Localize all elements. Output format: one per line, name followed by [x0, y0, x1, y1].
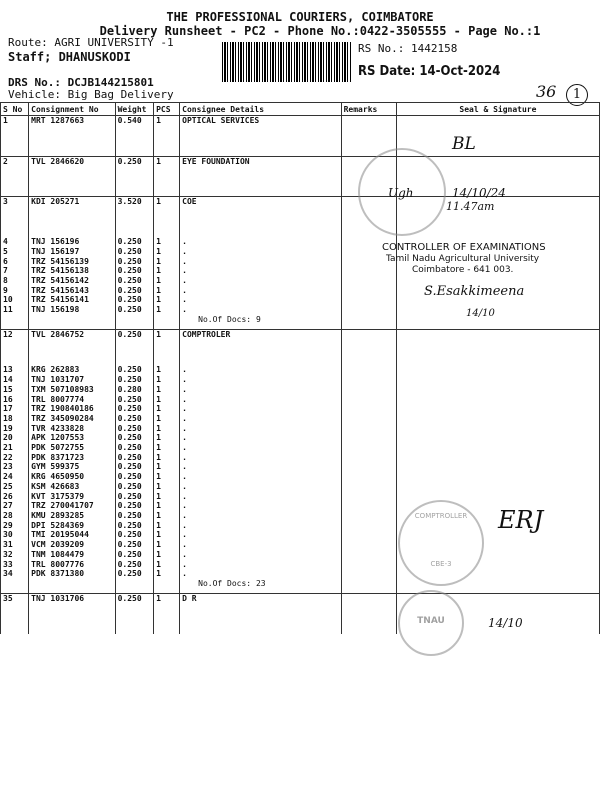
cell-seal — [396, 462, 599, 472]
cell-consignment: KDI 205271 — [29, 197, 115, 207]
table-row — [1, 404, 600, 414]
cell-consignment: VCM 2039209 — [29, 540, 115, 550]
rs-number: RS No.: 1442158 — [358, 42, 458, 55]
cell-consignee: . — [180, 540, 341, 550]
cell-remarks — [341, 365, 396, 375]
cell-sno: 7 — [1, 266, 29, 276]
table-row — [1, 305, 600, 315]
cell-consignee: . — [180, 569, 341, 579]
table-row — [1, 560, 600, 570]
signature-2-time: 11.47am — [446, 200, 495, 213]
cell-consignee: . — [180, 286, 341, 296]
cell-remarks — [341, 593, 396, 603]
cell-pcs: 1 — [154, 462, 180, 472]
cell-remarks — [341, 492, 396, 502]
signature-5-date: 14/10 — [488, 616, 523, 630]
cell-sno: 19 — [1, 424, 29, 434]
cell-seal — [396, 433, 599, 443]
col-pcs: PCS — [154, 103, 180, 116]
table-row — [1, 482, 600, 492]
cell-weight: 0.250 — [115, 560, 154, 570]
cell-pcs: 1 — [154, 276, 180, 286]
cell-pcs: 1 — [154, 305, 180, 315]
cell-consignee: EYE FOUNDATION — [180, 156, 341, 166]
comptroller-stamp-text: COMPTROLLER — [414, 512, 468, 520]
cell-consignment: PDK 5072755 — [29, 443, 115, 453]
table-row — [1, 156, 600, 166]
cell-pcs: 1 — [154, 414, 180, 424]
cell-weight: 0.250 — [115, 443, 154, 453]
cell-pcs: 1 — [154, 116, 180, 126]
coe-stamp-line2: Tamil Nadu Agricultural University — [386, 254, 540, 264]
cell-consignee: . — [180, 424, 341, 434]
signature-2-date: 14/10/24 — [452, 186, 506, 200]
cell-weight: 3.520 — [115, 197, 154, 207]
table-header-row — [1, 103, 600, 116]
cell-sno: 27 — [1, 501, 29, 511]
table-row — [1, 433, 600, 443]
cell-consignee: . — [180, 247, 341, 257]
cell-consignment: TNM 1084479 — [29, 550, 115, 560]
cell-consignment: DPI 5284369 — [29, 521, 115, 531]
table-row — [1, 550, 600, 560]
row-spacer — [1, 166, 600, 197]
cell-sno: 25 — [1, 482, 29, 492]
col-consignee: Consignee Details — [180, 103, 341, 116]
cell-sno: 5 — [1, 247, 29, 257]
cell-weight: 0.250 — [115, 404, 154, 414]
cell-consignee: OPTICAL SERVICES — [180, 116, 341, 126]
cell-consignment: TVR 4233828 — [29, 424, 115, 434]
cell-consignment: TRZ 54156142 — [29, 276, 115, 286]
cell-consignee: . — [180, 443, 341, 453]
cell-weight: 0.250 — [115, 550, 154, 560]
signature-1: BL — [452, 134, 476, 154]
cell-sno: 21 — [1, 443, 29, 453]
cell-weight: 0.250 — [115, 511, 154, 521]
signature-3-name: S.Esakkimeena — [424, 284, 525, 299]
cell-consignment: KMU 2893285 — [29, 511, 115, 521]
table-row — [1, 492, 600, 502]
cell-sno: 3 — [1, 197, 29, 207]
cell-sno: 8 — [1, 276, 29, 286]
table-row — [1, 593, 600, 603]
cell-consignee: . — [180, 492, 341, 502]
table-row — [1, 424, 600, 434]
cell-remarks — [341, 414, 396, 424]
cell-remarks — [341, 424, 396, 434]
cell-weight: 0.250 — [115, 569, 154, 579]
handwritten-count: 36 — [536, 82, 557, 101]
cell-consignee: . — [180, 511, 341, 521]
cell-consignee: . — [180, 521, 341, 531]
cell-pcs: 1 — [154, 257, 180, 267]
cell-consignment: TRZ 54156138 — [29, 266, 115, 276]
cell-seal — [396, 482, 599, 492]
cell-weight: 0.250 — [115, 276, 154, 286]
cell-remarks — [341, 453, 396, 463]
cell-pcs: 1 — [154, 433, 180, 443]
drs-number: DRS No.: DCJB144215801 — [8, 76, 154, 89]
cell-remarks — [341, 276, 396, 286]
col-weight: Weight — [115, 103, 154, 116]
cell-remarks — [341, 462, 396, 472]
cell-consignee: . — [180, 395, 341, 405]
cell-consignment: TVL 2846620 — [29, 156, 115, 166]
cell-weight: 0.250 — [115, 266, 154, 276]
cell-consignee: D R — [180, 593, 341, 603]
col-seal: Seal & Signature — [396, 103, 599, 116]
cell-consignment: TRL 8007774 — [29, 395, 115, 405]
signature-3-date: 14/10 — [466, 308, 495, 319]
cell-pcs: 1 — [154, 453, 180, 463]
cell-pcs: 1 — [154, 295, 180, 305]
cell-seal — [396, 395, 599, 405]
table-row — [1, 540, 600, 550]
table-body — [1, 116, 600, 634]
cell-consignment: TRL 8007776 — [29, 560, 115, 570]
cell-pcs: 1 — [154, 395, 180, 405]
cell-sno: 1 — [1, 116, 29, 126]
vehicle-label: Vehicle: Big Bag Delivery — [8, 88, 174, 101]
company-title: THE PROFESSIONAL COURIERS, COIMBATORE — [166, 10, 434, 24]
route-label: Route: AGRI UNIVERSITY -1 — [8, 36, 174, 49]
cell-consignee: . — [180, 462, 341, 472]
cell-sno: 24 — [1, 472, 29, 482]
cell-pcs: 1 — [154, 521, 180, 531]
cell-weight: 0.250 — [115, 530, 154, 540]
table-row — [1, 395, 600, 405]
cell-weight: 0.250 — [115, 414, 154, 424]
cell-weight: 0.250 — [115, 433, 154, 443]
cell-weight: 0.250 — [115, 521, 154, 531]
cell-seal — [396, 424, 599, 434]
cell-consignee: . — [180, 375, 341, 385]
cell-sno: 35 — [1, 593, 29, 603]
cell-consignee: . — [180, 414, 341, 424]
coe-stamp-line1: CONTROLLER OF EXAMINATIONS — [382, 242, 546, 253]
cell-consignee: . — [180, 482, 341, 492]
cell-consignee: COMPTROLER — [180, 329, 341, 339]
cell-pcs: 1 — [154, 404, 180, 414]
cell-pcs: 1 — [154, 560, 180, 570]
cell-weight: 0.540 — [115, 116, 154, 126]
cell-consignee: . — [180, 501, 341, 511]
cell-weight: 0.250 — [115, 237, 154, 247]
cell-consignment: TNJ 156197 — [29, 247, 115, 257]
cell-sno: 29 — [1, 521, 29, 531]
initials-mark: Ugh — [388, 186, 414, 200]
cell-sno: 16 — [1, 395, 29, 405]
cell-pcs: 1 — [154, 472, 180, 482]
cell-consignment: APK 1207553 — [29, 433, 115, 443]
cell-consignee: . — [180, 404, 341, 414]
table-row — [1, 365, 600, 375]
barcode — [222, 42, 352, 82]
cell-consignee: . — [180, 453, 341, 463]
cell-consignment: TNJ 1031707 — [29, 375, 115, 385]
cell-sno: 33 — [1, 560, 29, 570]
cell-remarks — [341, 521, 396, 531]
table-row — [1, 385, 600, 395]
cell-seal — [396, 443, 599, 453]
cell-weight: 0.250 — [115, 501, 154, 511]
cell-weight: 0.250 — [115, 257, 154, 267]
table-row — [1, 453, 600, 463]
cell-consignment: TVL 2846752 — [29, 329, 115, 339]
comptroller-stamp-cbe: CBE-3 — [430, 560, 452, 568]
cell-weight: 0.250 — [115, 329, 154, 339]
cell-sno: 18 — [1, 414, 29, 424]
table-row — [1, 116, 600, 126]
cell-remarks — [341, 482, 396, 492]
cell-consignee: . — [180, 530, 341, 540]
cell-pcs: 1 — [154, 492, 180, 502]
cell-seal — [396, 453, 599, 463]
cell-consignee: . — [180, 385, 341, 395]
cell-consignee: . — [180, 472, 341, 482]
cell-sno: 32 — [1, 550, 29, 560]
col-remarks: Remarks — [341, 103, 396, 116]
cell-consignment: KRG 262883 — [29, 365, 115, 375]
cell-weight: 0.250 — [115, 156, 154, 166]
cell-pcs: 1 — [154, 286, 180, 296]
cell-weight: 0.250 — [115, 593, 154, 603]
cell-pcs: 1 — [154, 501, 180, 511]
cell-seal — [396, 472, 599, 482]
comptroller-stamp — [398, 500, 484, 586]
cell-pcs: 1 — [154, 593, 180, 603]
tnau-stamp — [398, 590, 464, 656]
row-spacer — [1, 126, 600, 157]
table-row — [1, 329, 600, 339]
cell-weight: 0.280 — [115, 385, 154, 395]
coe-stamp-line3: Coimbatore - 641 003. — [412, 265, 514, 275]
cell-pcs: 1 — [154, 156, 180, 166]
cell-remarks — [341, 569, 396, 579]
cell-pcs: 1 — [154, 540, 180, 550]
cell-consignee: . — [180, 305, 341, 315]
cell-sno: 34 — [1, 569, 29, 579]
cell-pcs: 1 — [154, 511, 180, 521]
cell-weight: 0.250 — [115, 247, 154, 257]
cell-consignment: TRZ 190840186 — [29, 404, 115, 414]
rs-date: RS Date: 14-Oct-2024 — [358, 64, 501, 79]
table-row — [1, 197, 600, 207]
cell-pcs: 1 — [154, 329, 180, 339]
cell-pcs: 1 — [154, 365, 180, 375]
cell-seal — [396, 365, 599, 375]
cell-seal — [396, 305, 599, 315]
cell-consignment: KVT 3175379 — [29, 492, 115, 502]
cell-seal — [396, 375, 599, 385]
cell-consignee: . — [180, 550, 341, 560]
cell-remarks — [341, 395, 396, 405]
cell-sno: 28 — [1, 511, 29, 521]
cell-seal — [396, 414, 599, 424]
cell-seal — [396, 116, 599, 126]
cell-sno: 4 — [1, 237, 29, 247]
cell-sno: 31 — [1, 540, 29, 550]
table-row — [1, 462, 600, 472]
cell-consignment: TNJ 156196 — [29, 237, 115, 247]
cell-seal — [396, 329, 599, 339]
cell-weight: 0.250 — [115, 305, 154, 315]
cell-remarks — [341, 443, 396, 453]
cell-weight: 0.250 — [115, 295, 154, 305]
cell-consignment: MRT 1287663 — [29, 116, 115, 126]
runsheet-title: Delivery Runsheet - PC2 - Phone No.:0422-3505555 - Page No.:1 — [99, 24, 541, 38]
cell-weight: 0.250 — [115, 492, 154, 502]
cell-consignment: TRZ 54156141 — [29, 295, 115, 305]
cell-consignment: KSM 426683 — [29, 482, 115, 492]
cell-weight: 0.250 — [115, 540, 154, 550]
cell-sno: 9 — [1, 286, 29, 296]
cell-sno: 13 — [1, 365, 29, 375]
table-row — [1, 472, 600, 482]
cell-pcs: 1 — [154, 375, 180, 385]
cell-remarks — [341, 540, 396, 550]
cell-consignee: . — [180, 237, 341, 247]
cell-weight: 0.250 — [115, 365, 154, 375]
cell-sno: 17 — [1, 404, 29, 414]
cell-sno: 14 — [1, 375, 29, 385]
cell-consignment: TXM 507108983 — [29, 385, 115, 395]
cell-sno: 23 — [1, 462, 29, 472]
col-consignment: Consignment No — [29, 103, 115, 116]
cell-consignment: TRZ 54156139 — [29, 257, 115, 267]
cell-sno: 26 — [1, 492, 29, 502]
cell-remarks — [341, 511, 396, 521]
table-row — [1, 443, 600, 453]
cell-consignee: . — [180, 257, 341, 267]
cell-sno: 15 — [1, 385, 29, 395]
staff-label: Staff; DHANUSKODI — [8, 50, 131, 64]
cell-pcs: 1 — [154, 443, 180, 453]
cell-seal — [396, 404, 599, 414]
no-of-docs: No.Of Docs: 23 — [180, 579, 341, 594]
cell-consignee: . — [180, 266, 341, 276]
cell-consignee: . — [180, 365, 341, 375]
cell-remarks — [341, 472, 396, 482]
cell-remarks — [341, 329, 396, 339]
runsheet-table — [0, 102, 600, 634]
cell-remarks — [341, 266, 396, 276]
cell-remarks — [341, 550, 396, 560]
cell-remarks — [341, 501, 396, 511]
cell-consignment: TRZ 270041707 — [29, 501, 115, 511]
cell-weight: 0.250 — [115, 375, 154, 385]
cell-pcs: 1 — [154, 247, 180, 257]
cell-sno: 10 — [1, 295, 29, 305]
cell-weight: 0.250 — [115, 462, 154, 472]
cell-consignee: . — [180, 560, 341, 570]
cell-remarks — [341, 295, 396, 305]
no-of-docs: No.Of Docs: 9 — [180, 315, 341, 330]
cell-pcs: 1 — [154, 197, 180, 207]
row-spacer — [1, 339, 600, 365]
cell-pcs: 1 — [154, 550, 180, 560]
cell-sno: 30 — [1, 530, 29, 540]
cell-remarks — [341, 116, 396, 126]
cell-sno: 12 — [1, 329, 29, 339]
cell-pcs: 1 — [154, 266, 180, 276]
cell-remarks — [341, 385, 396, 395]
cell-weight: 0.250 — [115, 472, 154, 482]
cell-consignment: KRG 4650950 — [29, 472, 115, 482]
cell-consignee: COE — [180, 197, 341, 207]
cell-consignment: TNJ 156198 — [29, 305, 115, 315]
cell-consignment: TRZ 54156143 — [29, 286, 115, 296]
cell-weight: 0.250 — [115, 424, 154, 434]
cell-remarks — [341, 404, 396, 414]
row-spacer — [1, 207, 600, 237]
cell-weight: 0.250 — [115, 395, 154, 405]
col-sno: S No — [1, 103, 29, 116]
cell-consignment: GYM 599375 — [29, 462, 115, 472]
cell-pcs: 1 — [154, 237, 180, 247]
cell-weight: 0.250 — [115, 286, 154, 296]
cell-sno: 11 — [1, 305, 29, 315]
cell-seal — [396, 385, 599, 395]
cell-sno: 6 — [1, 257, 29, 267]
table-row — [1, 375, 600, 385]
cell-weight: 0.250 — [115, 482, 154, 492]
cell-pcs: 1 — [154, 530, 180, 540]
cell-pcs: 1 — [154, 424, 180, 434]
cell-sno: 20 — [1, 433, 29, 443]
cell-sno: 2 — [1, 156, 29, 166]
cell-remarks — [341, 433, 396, 443]
cell-consignment: PDK 8371723 — [29, 453, 115, 463]
cell-remarks — [341, 286, 396, 296]
cell-remarks — [341, 560, 396, 570]
cell-remarks — [341, 530, 396, 540]
handwritten-circle: 1 — [566, 84, 588, 106]
table-row — [1, 569, 600, 579]
row-spacer — [1, 315, 600, 330]
signature-4: ERJ — [498, 506, 544, 534]
row-spacer — [1, 579, 600, 594]
cell-consignment: TRZ 345090284 — [29, 414, 115, 424]
tnau-stamp-text: TNAU — [417, 616, 445, 626]
cell-remarks — [341, 375, 396, 385]
cell-pcs: 1 — [154, 482, 180, 492]
cell-consignee: . — [180, 433, 341, 443]
cell-consignment: PDK 8371380 — [29, 569, 115, 579]
cell-remarks — [341, 305, 396, 315]
cell-consignee: . — [180, 276, 341, 286]
cell-pcs: 1 — [154, 569, 180, 579]
table-row — [1, 414, 600, 424]
cell-consignment: TNJ 1031706 — [29, 593, 115, 603]
cell-consignee: . — [180, 295, 341, 305]
cell-consignment: TMI 20195044 — [29, 530, 115, 540]
cell-weight: 0.250 — [115, 453, 154, 463]
cell-seal — [396, 492, 599, 502]
cell-pcs: 1 — [154, 385, 180, 395]
cell-sno: 22 — [1, 453, 29, 463]
